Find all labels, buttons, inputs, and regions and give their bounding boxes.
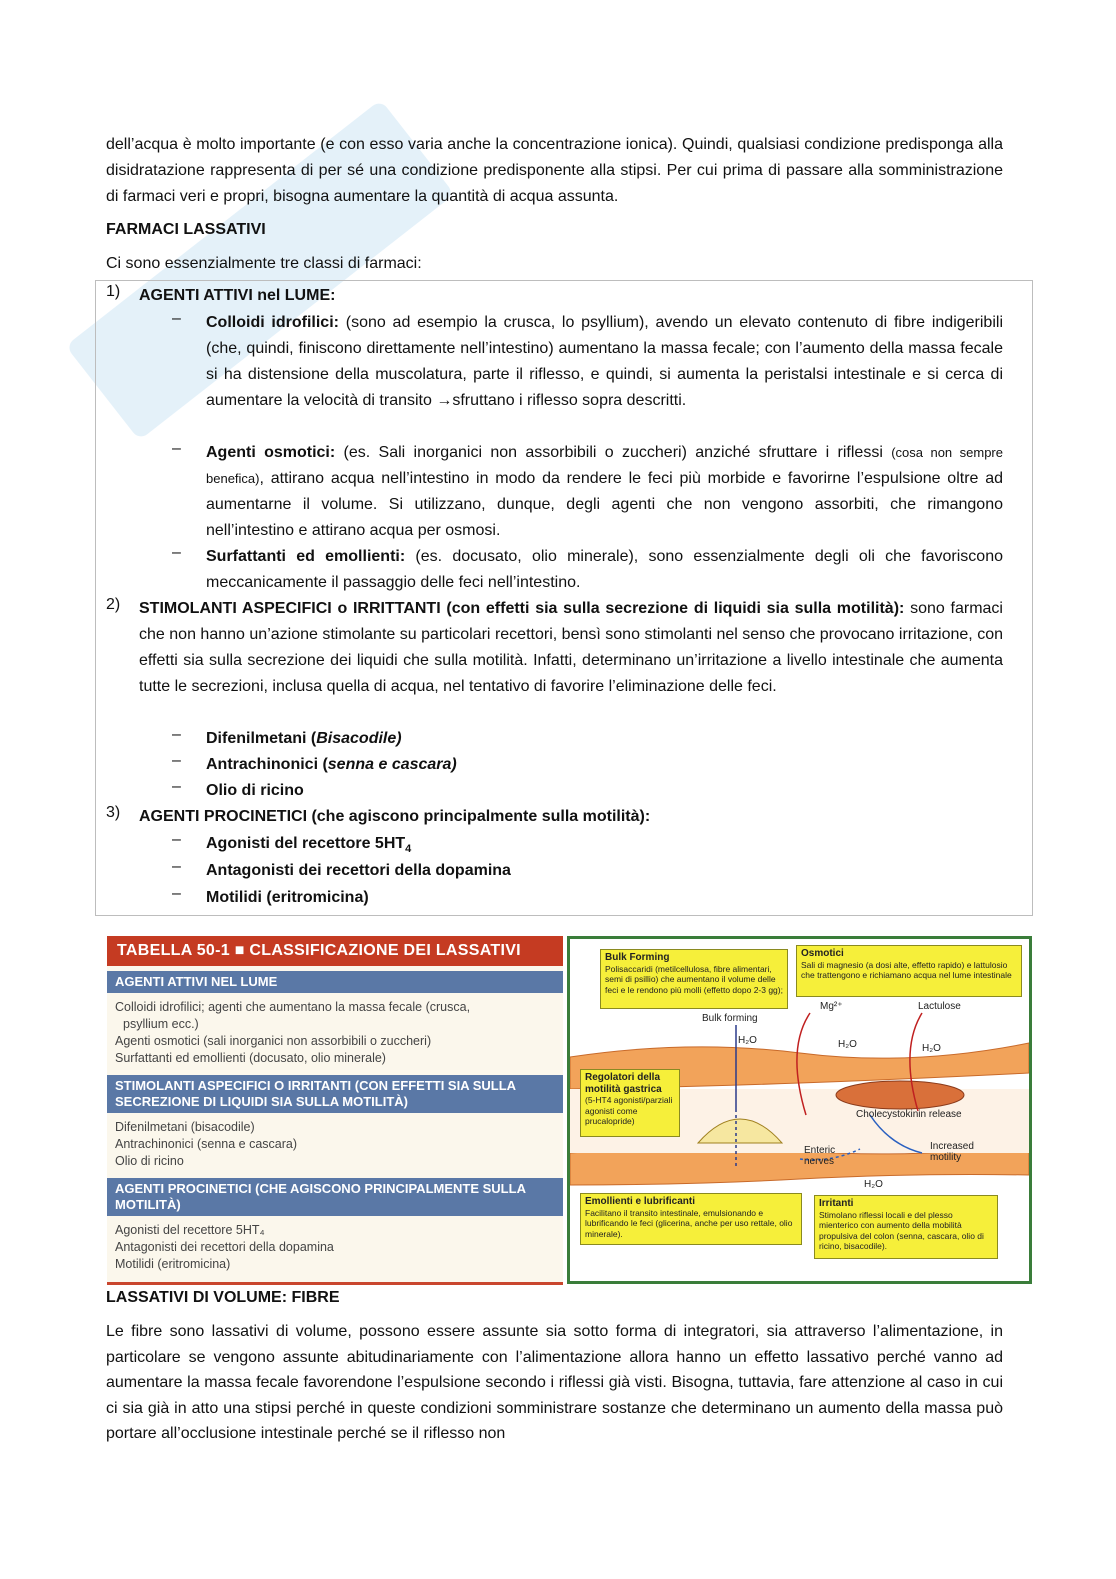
table-row: Motilidi (eritromicina) [115, 1257, 231, 1271]
item2-body [139, 596, 1003, 700]
table-section-1: AGENTI ATTIVI NEL LUME [107, 971, 563, 993]
item1-sub1 [206, 310, 1003, 414]
item1-sub3-bold: Surfattanti ed emollienti: [206, 548, 406, 565]
bulk-forming-box [600, 949, 788, 1009]
item3-sub2 [206, 858, 511, 884]
table-row: Agonisti del recettore 5HT₄ [115, 1223, 265, 1237]
item2-sub2-italic: senna e cascara) [327, 756, 457, 773]
label-h2o: H₂O [922, 1043, 941, 1054]
label-cck-release: Cholecystokinin release [856, 1109, 962, 1120]
item1-sub1-dash: – [172, 310, 181, 327]
irr-title: Irritanti [819, 1198, 854, 1209]
item3-sub3-bold: Motilidi (eritromicina) [206, 889, 369, 906]
label-h2o: H₂O [738, 1035, 757, 1046]
item1-sub3-dash: – [172, 544, 181, 561]
heading-fibre: LASSATIVI DI VOLUME: FIBRE [106, 1289, 340, 1306]
label-mg: Mg²⁺ [820, 1001, 843, 1012]
item1-sub2 [206, 440, 1003, 544]
osm-text: Sali di magnesio (a dosi alte, effetto rapido) e lattulosio che trattengono e richiamano acqua nel lume intestinale [801, 959, 1012, 980]
osm-title: Osmotici [801, 948, 844, 959]
laxative-mechanism-diagram [567, 936, 1032, 1284]
table-row: Surfattanti ed emollienti (docusato, olio minerale) [115, 1051, 386, 1065]
irr-text: Stimolano riflessi locali e del plesso mienterico con aumento della mobilità propulsiva del colon (senna, cascara, olio di ricino, bisacodile). [819, 1209, 984, 1251]
irritanti-box [814, 1195, 998, 1259]
item1-title: AGENTI ATTIVI nel LUME: [139, 287, 336, 304]
item1-sub2-bold: Agenti osmotici: [206, 444, 336, 461]
item1-sub2-small: (cosa non sempre benefica) [206, 445, 1003, 486]
intro-paragraph: dell’acqua è molto importante (e con esso varia anche la concentrazione ionica). Quindi, qualsiasi condizione predisponga alla disidratazione rappresenta di per sé una condizione predisponente alla stipsi. Per cui prima di passare alla somministrazione di farmaci veri e propri, bisogna aumentare la quantità di acqua assunta. [106, 136, 1003, 205]
item2-title: STIMOLANTI ASPECIFICI o IRRITTANTI (con effetti sia sulla secrezione di liquidi sia sulla motilità): [139, 600, 905, 617]
item3-sub3-dash: – [172, 885, 181, 902]
bulk-title: Bulk Forming [605, 952, 670, 963]
item1-sub1-text2: sfruttano i riflesso sopra descritti. [452, 392, 687, 409]
fibre-paragraph: Le fibre sono lassativi di volume, possono essere assunte sia sotto forma di integratori, sia attraverso l’alimentazione, in particolare se vengono assunte abitudinariamente con l’alimentazione allora hanno un effetto lassativo perché vanno ad aumentare la massa fecale favorendone l’espulsione secondo i riflessi già visti. Bisogna, tuttavia, fare attenzione al caso in cui ci sia già in atto una stipsi perché in queste condizioni somministrare sostanze che determinano un aumento della massa può portare all’occlusione intestinale perché se il riflesso non [106, 1323, 1003, 1442]
item3-sub3 [206, 885, 369, 911]
item1-sub3 [206, 544, 1003, 596]
label-enteric-nerves: Enteric nerves [804, 1145, 836, 1167]
item1-sub2-text: (es. Sali inorganici non assorbibili o zuccheri) anziché sfruttare i riflessi [335, 444, 892, 461]
item2-sub2-dash: – [172, 752, 181, 769]
table-section-2: STIMOLANTI ASPECIFICI O IRRITANTI (CON EFFETTI SIA SULLA SECREZIONE DI LIQUIDI SIA SULLA MOTILITÀ) [107, 1075, 563, 1113]
table-title: TABELLA 50-1 ■ CLASSIFICAZIONE DEI LASSATIVI [107, 936, 563, 966]
item2-sub1-bold: Difenilmetani ( [206, 730, 317, 747]
label-h2o: H₂O [864, 1179, 883, 1190]
emollienti-box [580, 1193, 802, 1245]
laxative-classification-table [107, 936, 563, 1285]
item2-sub3-bold: Olio di ricino [206, 782, 304, 799]
heading-farmaci-lassativi: FARMACI LASSATIVI [106, 221, 266, 238]
item3-sub1-subscript: 4 [405, 843, 412, 856]
item2-text: sono farmaci che non hanno un’azione stimolante su particolari recettori, bensì sono stimolanti nel senso che provocano irritazione, con effetti sia sulla secrezione dei liquidi che sulla motilità. Infatti, determinano un’irritazione a livello intestinale che aumenta tutte le secrezioni, inclusa quella di acqua, nel tentativo di favorire l’eliminazione delle feci. [139, 600, 1003, 695]
table-row: Agenti osmotici (sali inorganici non assorbibili o zuccheri) [115, 1034, 432, 1048]
reg-title: Regolatori della motilità gastrica [585, 1072, 662, 1095]
table-row: Antagonisti dei recettori della dopamina [115, 1240, 334, 1254]
table-row: Colloidi idrofilici; agenti che aumentano la massa fecale (crusca, [115, 1000, 471, 1014]
item2-sub2 [206, 752, 457, 778]
item3-sub2-bold: Antagonisti dei recettori della dopamina [206, 862, 511, 879]
regolatori-box [580, 1069, 680, 1137]
table-row: Antrachinonici (senna e cascara) [115, 1137, 298, 1151]
table-section-3: AGENTI PROCINETICI (CHE AGISCONO PRINCIPALMENTE SULLA MOTILITÀ) [107, 1178, 563, 1216]
item2-sub1 [206, 726, 402, 752]
label-h2o: H₂O [838, 1039, 857, 1050]
item2-sub3-dash: – [172, 778, 181, 795]
bulk-text: Polisaccaridi (metilcellulosa, fibre alimentari, semi di psillio) che aumentano il volume delle feci e le rendono più molli (effetto dopo 2-3 gg); [605, 963, 783, 995]
item2-sub1-italic: Bisacodile) [316, 730, 402, 747]
emo-text: Facilitano il transito intestinale, emulsionando e lubrificando le feci (glicerina, anche per uso rettale, olio minerale). [585, 1207, 793, 1239]
item3-sub2-dash: – [172, 858, 181, 875]
label-increased-motility: Increased motility [930, 1141, 974, 1163]
item1-number: 1) [106, 283, 121, 300]
item2-sub1-dash: – [172, 726, 181, 743]
table-row: Difenilmetani (bisacodile) [115, 1120, 255, 1134]
table-row: psyllium ecc.) [123, 1017, 199, 1031]
item3-title: AGENTI PROCINETICI (che agiscono principalmente sulla motilità): [139, 808, 651, 825]
reg-text: (5-HT4 agonisti/parziali agonisti come prucalopride) [585, 1095, 673, 1126]
classes-intro: Ci sono essenzialmente tre classi di farmaci: [106, 255, 422, 272]
item3-sub1-bold: Agonisti del recettore 5HT [206, 835, 406, 852]
item3-number: 3) [106, 804, 121, 821]
label-lactulose: Lactulose [918, 1001, 961, 1012]
item1-sub1-bold: Colloidi idrofilici: [206, 314, 339, 331]
item2-number: 2) [106, 596, 121, 613]
item3-sub1-dash: – [172, 831, 181, 848]
emo-title: Emollienti e lubrificanti [585, 1196, 696, 1207]
label-bulk-forming: Bulk forming [702, 1013, 758, 1024]
osmotici-box [796, 945, 1022, 997]
item1-sub1-text: (sono ad esempio la crusca, lo psyllium), avendo un elevato contenuto di fibre indigeribili (che, quindi, finiscono direttamente nell’intestino) aumentano la massa fecale; con l’aumento della massa fecale si ha distensione della muscolatura, parte il riflesso, e quindi, si aumenta la peristalsi intestinale e si cerca di aumentare la velocità di transito [206, 314, 1003, 409]
item1-sub2-text2: , attirano acqua nell’intestino in modo da rendere le feci più morbide e favorirne l’espulsione oltre ad aumentarne il volume. Si utilizzano, dunque, degli agenti che non vengono assorbiti, che rimangono nell’intestino e attirano acqua per osmosi. [206, 470, 1003, 539]
table-row: Olio di ricino [115, 1154, 184, 1168]
item2-sub2-bold: Antrachinonici ( [206, 756, 328, 773]
item2-sub3 [206, 778, 304, 804]
item1-sub2-dash: – [172, 440, 181, 457]
arrow-icon: → [436, 392, 453, 409]
item1-sub3-text: (es. docusato, olio minerale), sono essenzialmente degli oli che favoriscono meccanicamente il passaggio delle feci nell’intestino. [206, 548, 1003, 591]
